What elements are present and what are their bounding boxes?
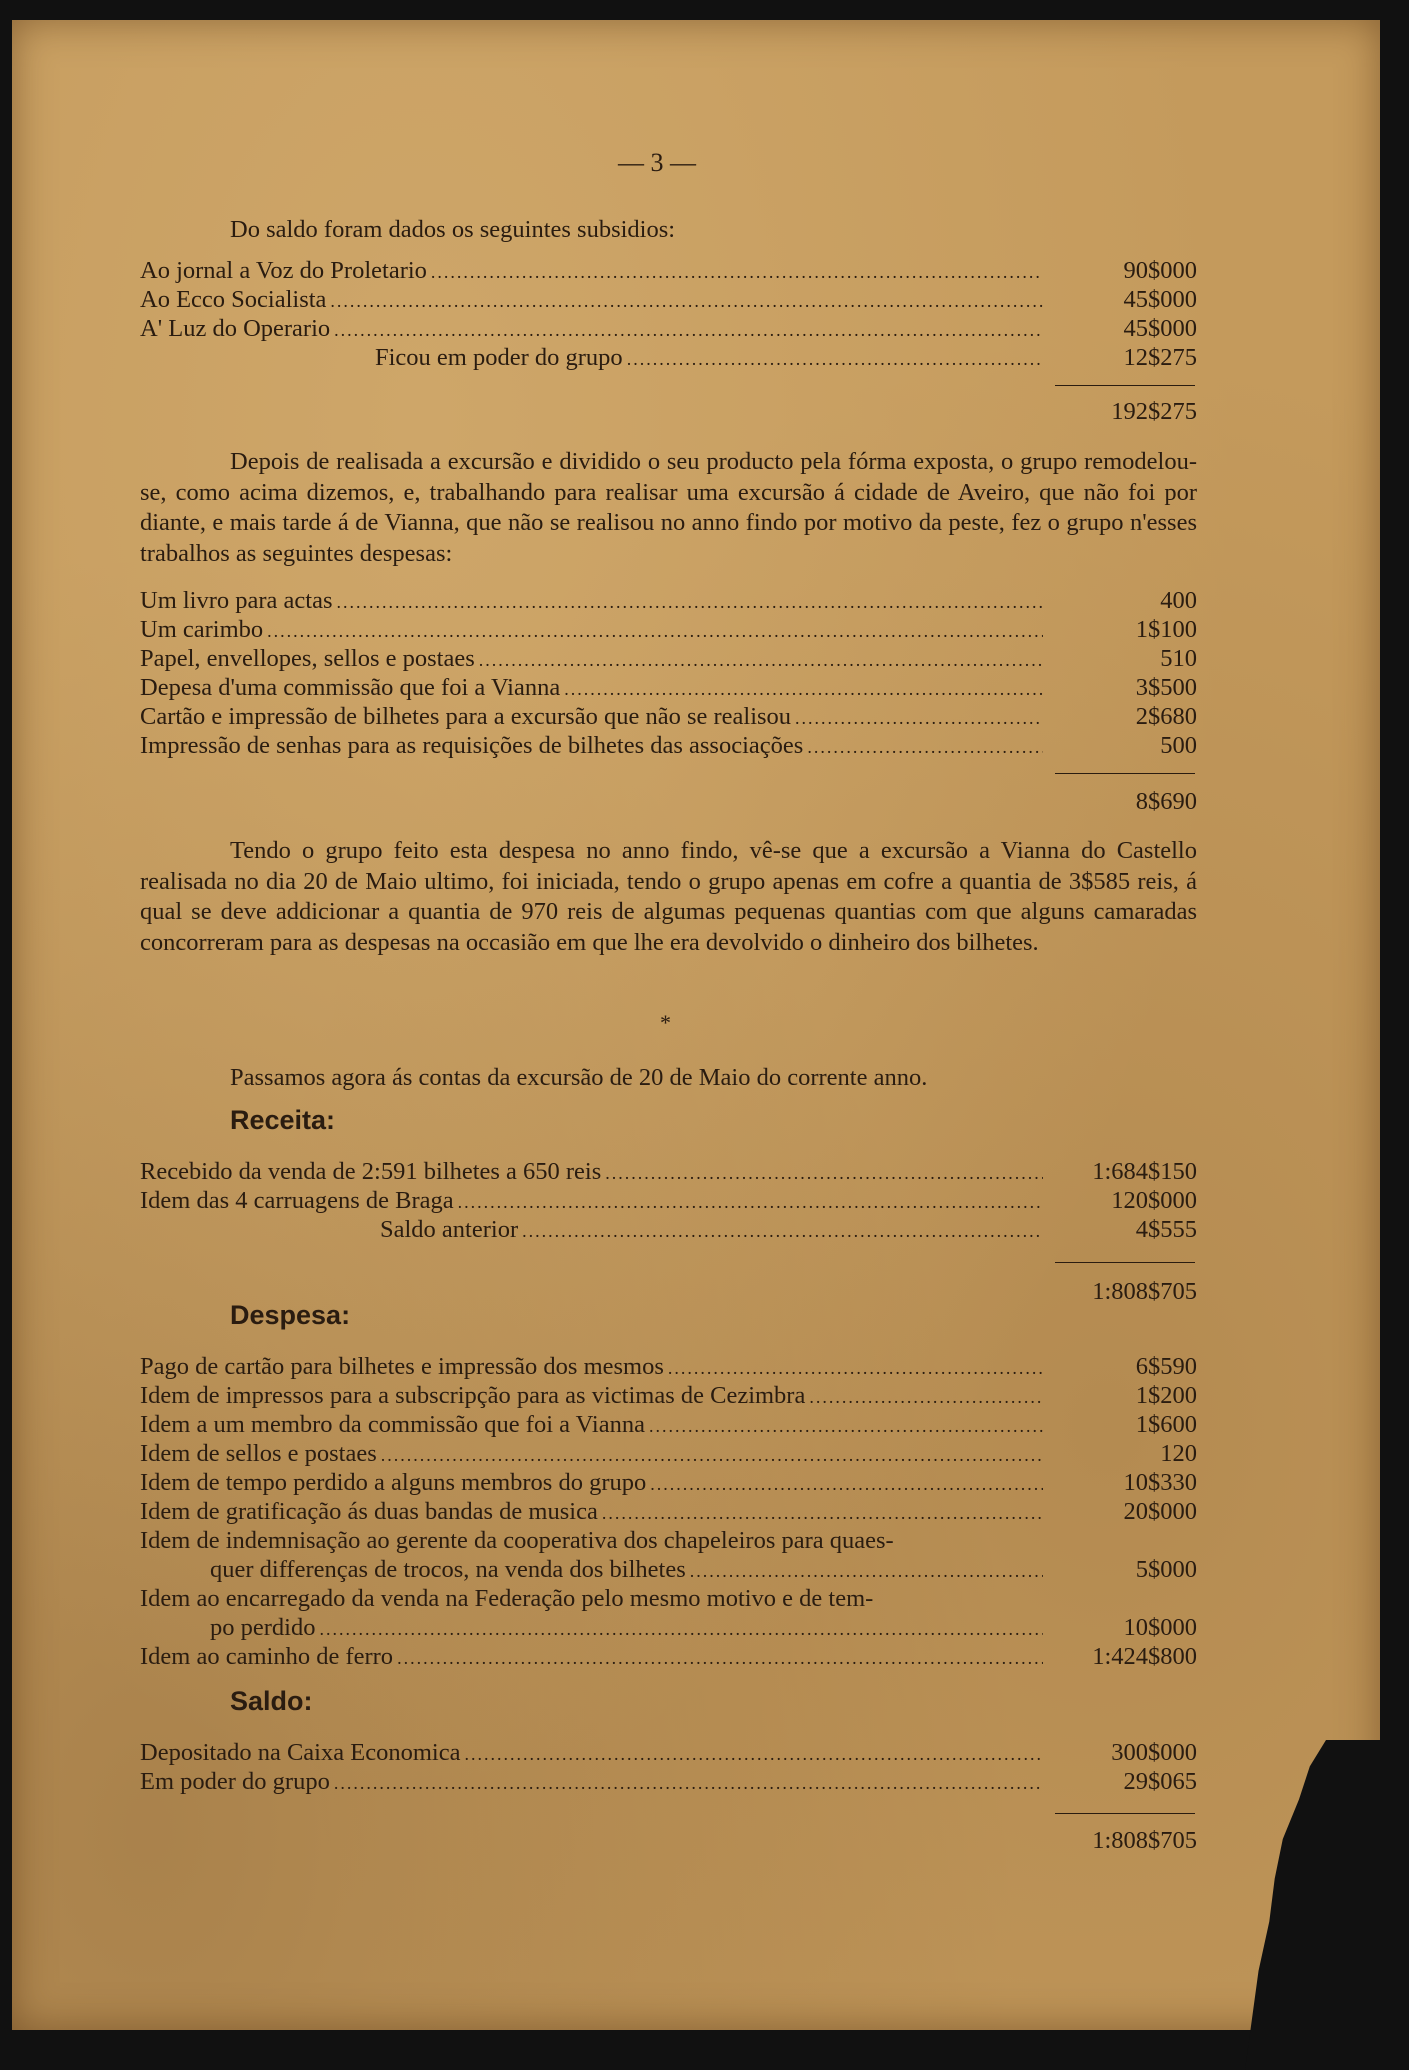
receita-total: 1:808$705 <box>1092 1278 1197 1305</box>
sum-rule <box>1055 1262 1195 1263</box>
despesa-row: Idem a um membro da commissão que foi a Vianna ..... 1$600 <box>140 1410 1197 1440</box>
despesa-row: Idem de impressos para a subscripção para as victimas de Cezimbra ..... 1$200 <box>140 1381 1197 1411</box>
sum-rule <box>1055 1813 1195 1814</box>
paragraph-3: Passamos agora ás contas da excursão de 20 de Maio do corrente anno. <box>230 1064 928 1091</box>
torn-corner <box>1245 1740 1380 2070</box>
expense-row: Cartão e impressão de bilhetes para a excursão que não se realisou ..... 2$680 <box>140 702 1197 732</box>
despesa-row: Idem ao caminho de ferro ..... 1:424$800 <box>140 1642 1197 1672</box>
expense-row: Um livro para actas ..... 400 <box>140 586 1197 616</box>
expense-row: Um carimbo ..... 1$100 <box>140 615 1197 645</box>
despesa-item-8-line1: Idem ao encarregado da venda na Federação pelo mesmo motivo e de tem- <box>140 1585 874 1612</box>
saldo-heading: Saldo: <box>230 1686 313 1716</box>
expense-row: Papel, envellopes, sellos e postaes ..... 510 <box>140 644 1197 674</box>
expense-row: Impressão de senhas para as requisições de bilhetes das associações ..... 500 <box>140 731 1197 761</box>
subsidy-row: Ao Ecco Socialista ..... 45$000 <box>140 285 1197 315</box>
paragraph-1: Depois de realisada a excursão e dividido o seu producto pela fórma exposta, o grupo remodelou-se, como acima dizemos, e, trabalhando para realisar uma excursão á cidade de Aveiro, que não foi por diante, e mais tarde á de Vianna, que não se realisou no anno findo por motivo da peste, fez o grupo n'esses trabalhos as seguintes despesas: <box>140 448 1197 567</box>
sum-rule <box>1055 385 1195 386</box>
despesa-heading: Despesa: <box>230 1300 351 1330</box>
saldo-row: Em poder do grupo ..... 29$065 <box>140 1767 1197 1797</box>
page-number: — 3 — <box>618 148 696 177</box>
receita-row: Idem das 4 carruagens de Braga ..... 120$000 <box>140 1186 1197 1216</box>
despesa-row: Idem de sellos e postaes ..... 120 <box>140 1439 1197 1469</box>
expenses-prev-total: 8$690 <box>1135 788 1197 815</box>
subsidy-row: Ao jornal a Voz do Proletario ..... 90$000 <box>140 256 1197 286</box>
despesa-row: Idem de gratificação ás duas bandas de musica ..... 20$000 <box>140 1497 1197 1527</box>
intro-line: Do saldo foram dados os seguintes subsidios: <box>230 216 676 243</box>
section-separator: * <box>660 1010 671 1035</box>
despesa-row: Idem de tempo perdido a alguns membros do grupo ..... 10$330 <box>140 1468 1197 1498</box>
despesa-row: po perdido ..... 10$000 <box>140 1613 1197 1643</box>
receita-heading: Receita: <box>230 1105 336 1135</box>
sum-rule <box>1055 773 1195 774</box>
paragraph-2: Tendo o grupo feito esta despesa no anno findo, vê-se que a excursão a Vianna do Castello realisada no dia 20 de Maio ultimo, foi iniciada, tendo o grupo apenas em cofre a quantia de 3$585 reis, á qual se deve addicionar a quantia de 970 reis de algumas pequenas quantias com que alguns camaradas concorreram para as despesas na occasião em que lhe era devolvido o dinheiro dos bilhetes. <box>140 837 1197 956</box>
saldo-total: 1:808$705 <box>1092 1827 1197 1854</box>
despesa-row: quer differenças de trocos, na venda dos bilhetes ..... 5$000 <box>140 1555 1197 1585</box>
subsidy-row: Ficou em poder do grupo ..... 12$275 <box>140 343 1197 373</box>
despesa-row: Pago de cartão para bilhetes e impressão dos mesmos ..... 6$590 <box>140 1352 1197 1382</box>
subsidy-row: A' Luz do Operario ..... 45$000 <box>140 314 1197 344</box>
expense-row: Depesa d'uma commissão que foi a Vianna ..... 3$500 <box>140 673 1197 703</box>
receita-row: Recebido da venda de 2:591 bilhetes a 650 reis ..... 1:684$150 <box>140 1157 1197 1187</box>
receita-row: Saldo anterior ..... 4$555 <box>140 1215 1197 1245</box>
saldo-row: Depositado na Caixa Economica ..... 300$000 <box>140 1738 1197 1768</box>
despesa-item-7-line1: Idem de indemnisação ao gerente da cooperativa dos chapeleiros para quaes- <box>140 1527 894 1554</box>
subsidies-total: 192$275 <box>1111 398 1197 425</box>
